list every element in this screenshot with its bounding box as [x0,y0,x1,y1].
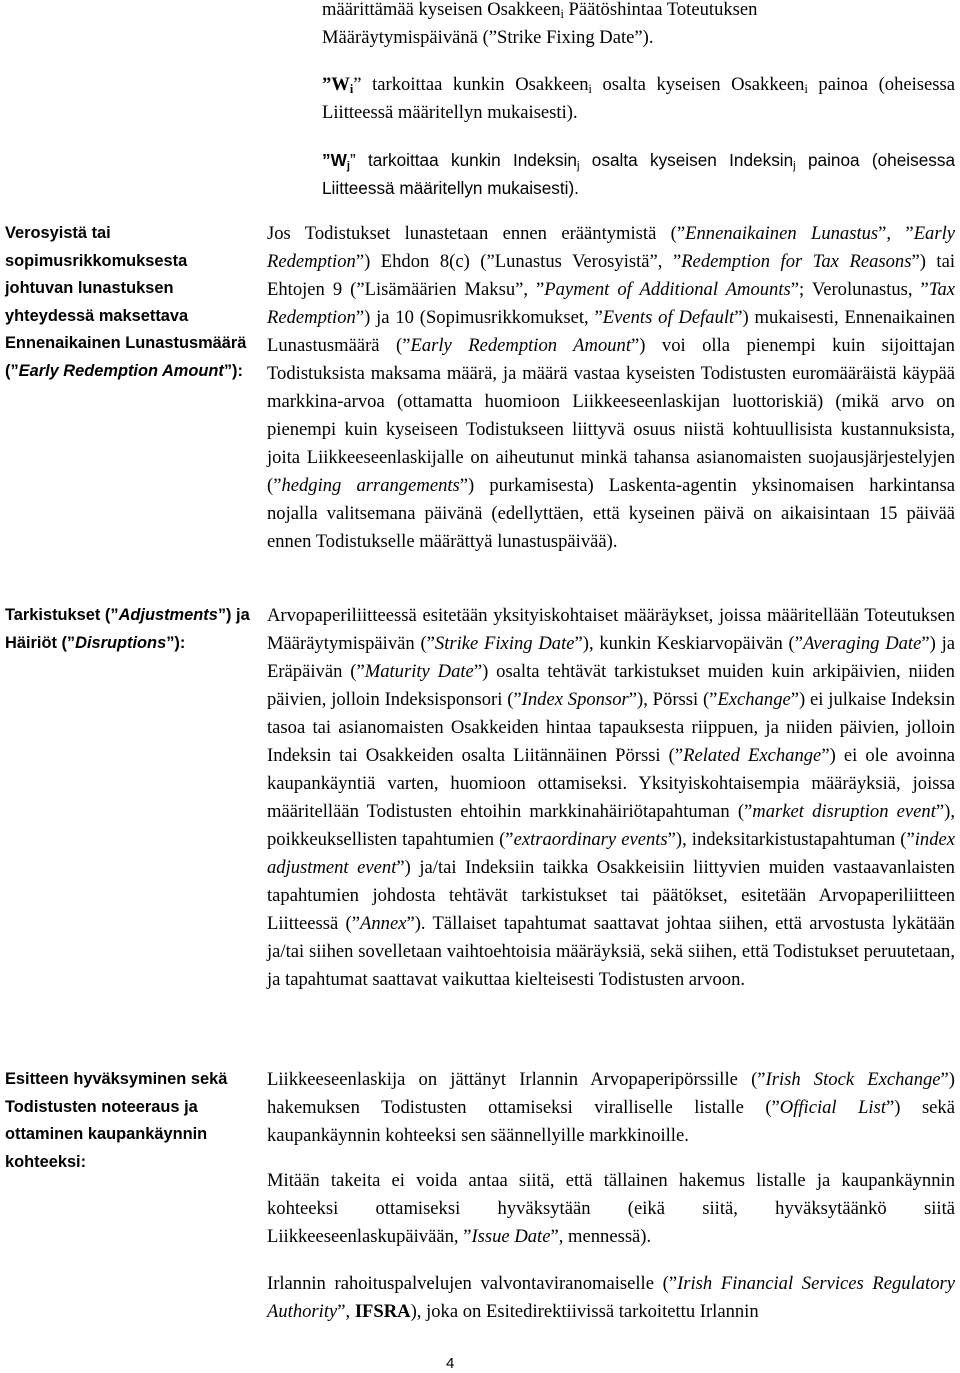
listing-label: Esitteen hyväksyminen sekä Todistusten noteeraus ja ottaminen kaupankäynnin kohteeksi: [5,1070,228,1171]
adjustments-text: Arvopaperiliitteessä esitetään yksityiskohtaiset määräykset, joissa määritellään Toteutuksen Määräytymispäivän (”Strike Fixing Date”), kunkin Keskiarvopäivän (”Averaging Date”) ja Eräpäivän (”Maturity Date”) osalta tehtävät tarkistukset muiden kuin arkipäivien, niiden päivien, jolloin Indeksisponsori (”Index Sponsor”), Pörssi (”Exchange”) ei julkaise Indeksin tasoa tai asianomaisten Osakkeiden hintaa tapauksesta riippuen, ja niiden päivien, jolloin Indeksin tai Osakkeiden osalta Liitännäinen Pörssi (”Related Exchange”) ei ole avoinna kaupankäyntiä varten, huomioon ottamiseksi. Yksityiskohtaisempia määräyksiä, joissa määritellään Todistusten ehtoihin markkinahäiriötapahtuman (”market disruption event”), poikkeuksellisten tapahtumien (”extraordinary events”), indeksitarkistustapahtuman (”index adjustment event”) ja/tai Indeksiin taikka Osakkeisiin liittyvien muiden vastaavanlaisten tapahtumien johdosta tehtävät tarkistukset tai päätökset, esitetään Arvopaperiliitteen Liitteessä (”Annex”). Tällaiset tapahtumat saattavat johtaa siihen, että arvostusta lykätään ja/tai siihen sovelletaan vaihtoehtoisia määräyksiä, sekä siihen, että Todistukset peruutetaan, ja tapahtumat saattavat vaikuttaa kielteisesti Todistusten arvoon. [267,605,955,990]
weight-wi-definition: $”W_i$” tarkoittaa kunkin Osakkeen$_i$ osalta kyseisen Osakkeen$_i$ painoa (oheisessa Liitteessä määritellyn mukaisesti). [322,74,955,123]
listing-paragraph-1: Liikkeeseenlaskija on jättänyt Irlannin Arvopaperipörssille (”Irish Stock Exchange”) hakemuksen Todistusten ottamiseksi viralliselle listalle (”Official List”) sekä kaupankäynnin kohteeksi sen säännellyille markkinoille. [267,1069,955,1146]
top-paragraph: määrittämää kyseisen Osakkeen$_i$ Päätöshintaa Toteutuksen Määräytymispäivänä (”Strike Fixing Date”). [322,0,758,48]
adjustments-label: Tarkistukset (”Adjustments”) ja Häiriöt (”Disruptions”): [5,606,250,652]
listing-paragraph-2: Mitään takeita ei voida antaa siitä, että tällainen hakemus listalle ja kaupankäynnin kohteeksi ottamiseksi hyväksytään (eikä siitä, hyväksytäänkö siitä Liikkeeseenlaskupäivään, ”Issue Date”, mennessä). [267,1170,955,1247]
early-redemption-text: Jos Todistukset lunastetaan ennen erääntymistä (”Ennenaikainen Lunastus”, ”Early Redemption”) Ehdon 8(c) (”Lunastus Verosyistä”, ”Redemption for Tax Reasons”) tai Ehtojen 9 (”Lisämäärien Maksu”, ”Payment of Additional Amounts”; Verolunastus, ”Tax Redemption”) ja 10 (Sopimusrikkomukset, ”Events of Default”) mukaisesti, Ennenaikainen Lunastusmäärä (”Early Redemption Amount”) voi olla pienempi kuin sijoittajan Todistuksista maksama määrä, ja määrä vastaa kyseisten Todistusten euromääräistä käypää markkina-arvoa (ottamatta huomioon Liikkeeseenlaskijan luottoriskiä) (mikä arvo on pienempi kuin kyseiseen Todistukseen liittyvä osuus niistä kohtuullisista kustannuksista, joita Liikkeeseenlaskijalle on aiheutunut minkä tahansa asianomaisten suojausjärjestelyjen (”hedging arrangements”) purkamisesta) Laskenta-agentin yksinomaisen harkintansa nojalla valitsemana päivänä (edellyttäen, että kyseinen päivä on aikaisintaan 15 päivää ennen Todistukselle määrättyä lunastuspäivää). [267,223,956,552]
weight-wj-definition: $”W_j$” tarkoittaa kunkin Indeksin$_j$ osalta kyseisen Indeksin$_j$ painoa (oheisessa Liitteessä määritellyn mukaisesti). [322,150,956,198]
listing-paragraph-3: Irlannin rahoituspalvelujen valvontaviranomaiselle (”Irish Financial Services Regulatory Authority”, IFSRA), joka on Esitedirektiivissä tarkoitettu Irlannin [267,1273,956,1322]
page-number: 4 [446,1355,455,1372]
early-redemption-label: Verosyistä tai sopimusrikkomuksesta johtuvan lunastuksen yhteydessä maksettava Ennenaikainen Lunastusmäärä (”Early Redemption Amount”): [5,224,247,380]
